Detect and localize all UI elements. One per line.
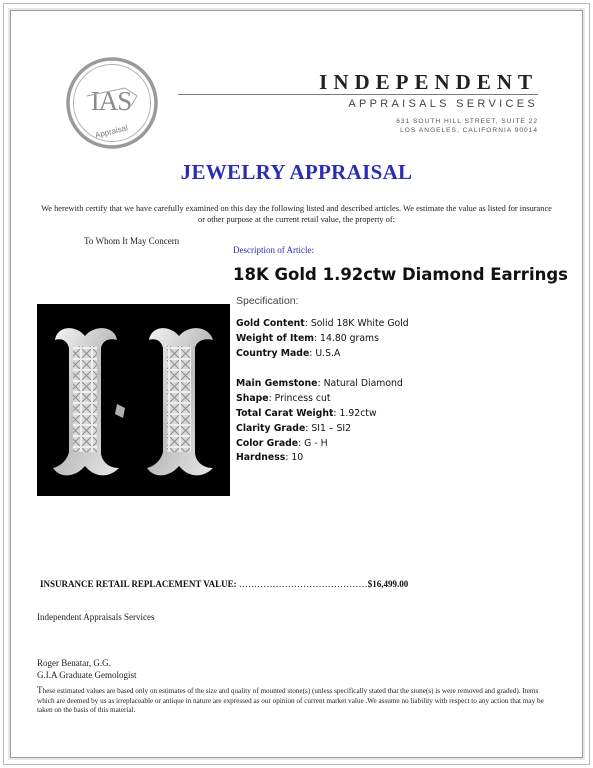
right-earring: [147, 328, 213, 475]
spec-row-country: Country Made: U.S.A: [236, 347, 341, 359]
insurance-leader-dots: ……………………………………: [238, 579, 368, 589]
description-label: Description of Article:: [233, 245, 314, 255]
spec-label: Weight of Item: [236, 332, 314, 344]
spec-value: 14.80 grams: [320, 332, 379, 344]
header-divider: [178, 94, 538, 95]
insurance-label: INSURANCE RETAIL REPLACEMENT VALUE:: [40, 579, 237, 589]
disclaimer-initial: T: [37, 685, 43, 695]
spec-row-carat-weight: Total Carat Weight: 1.92ctw: [236, 407, 377, 419]
spec-value: 1.92ctw: [339, 407, 377, 419]
spec-value: G - H: [304, 437, 328, 449]
spec-value: 10: [291, 452, 304, 464]
appraiser-block: [37, 657, 136, 681]
specification-label: Specification:: [236, 295, 299, 307]
spec-value: SI1 – SI2: [311, 422, 352, 434]
spec-label: Hardness: [236, 452, 286, 464]
address-line-2: LOS ANGELES, CALIFORNIA 90014: [400, 127, 538, 134]
spec-label: Shape: [236, 393, 269, 405]
spec-row-color: Color Grade: G - H: [236, 437, 328, 449]
left-earring: [53, 328, 125, 475]
spec-row-hardness: Hardness: 10: [236, 452, 304, 464]
disclaimer: [37, 686, 552, 716]
insurance-value-line: [40, 579, 540, 589]
recipient: To Whom It May Concern: [84, 236, 180, 246]
spec-value: U.S.A: [315, 347, 341, 359]
appraiser-title: G.I.A Graduate Gemologist: [37, 670, 137, 680]
certification-statement: We herewith certify that we have carefully examined on this day the following listed and described articles. We estimate the value as listed for insurance or other purpose at the current retail value, the property of:: [41, 204, 552, 224]
signature-company: Independent Appraisals Services: [37, 612, 155, 622]
spec-value: Solid 18K White Gold: [310, 318, 409, 329]
earrings-photo: [37, 304, 230, 496]
spec-label: Gold Content: [236, 318, 305, 329]
specification-list: [236, 317, 409, 466]
appraiser-name: Roger Benatar, G.G.: [37, 658, 111, 668]
company-subtitle: APPRAISALS SERVICES: [348, 98, 538, 110]
spec-label: Total Carat Weight: [236, 407, 334, 419]
spec-label: Country Made: [236, 347, 310, 359]
company-address: [178, 117, 538, 135]
spec-value: Princess cut: [274, 393, 331, 405]
ias-logo-seal: [65, 56, 159, 150]
logo-letters: IAS: [90, 86, 132, 116]
spec-value: Natural Diamond: [323, 378, 403, 390]
document-title: JEWELRY APPRAISAL: [180, 160, 413, 184]
spec-label: Color Grade: [236, 437, 299, 449]
spec-row-clarity: Clarity Grade: SI1 – SI2: [236, 422, 352, 434]
spec-row-weight: Weight of Item: 14.80 grams: [236, 332, 379, 344]
spec-label: Clarity Grade: [236, 422, 306, 434]
spec-row-shape: Shape: Princess cut: [236, 393, 331, 405]
spec-row-gold-content: Gold Content: Solid 18K White Gold: [236, 318, 409, 329]
item-title: 18K Gold 1.92ctw Diamond Earrings: [233, 265, 568, 284]
spec-row-main-gemstone: Main Gemstone: Natural Diamond: [236, 378, 403, 390]
disclaimer-text: hese estimated values are based only on estimates of the size and quality of mounted stone(s) (unless specifically stated that the stone(s) is were removed and graded). Items which are deemed by us as irreplaceable or antique in nature are expressed as our opinion of current market value .We assume no liability with respect to any action that may be taken on the basis of this material.: [37, 687, 544, 715]
address-line-1: 631 SOUTH HILL STREET, SUITE 22: [396, 118, 538, 125]
logo-ring-text: Appraisal: [94, 123, 129, 140]
insurance-value: $16,499.00: [367, 579, 409, 589]
company-name: INDEPENDENT: [319, 70, 538, 94]
spec-label: Main Gemstone: [236, 378, 318, 390]
